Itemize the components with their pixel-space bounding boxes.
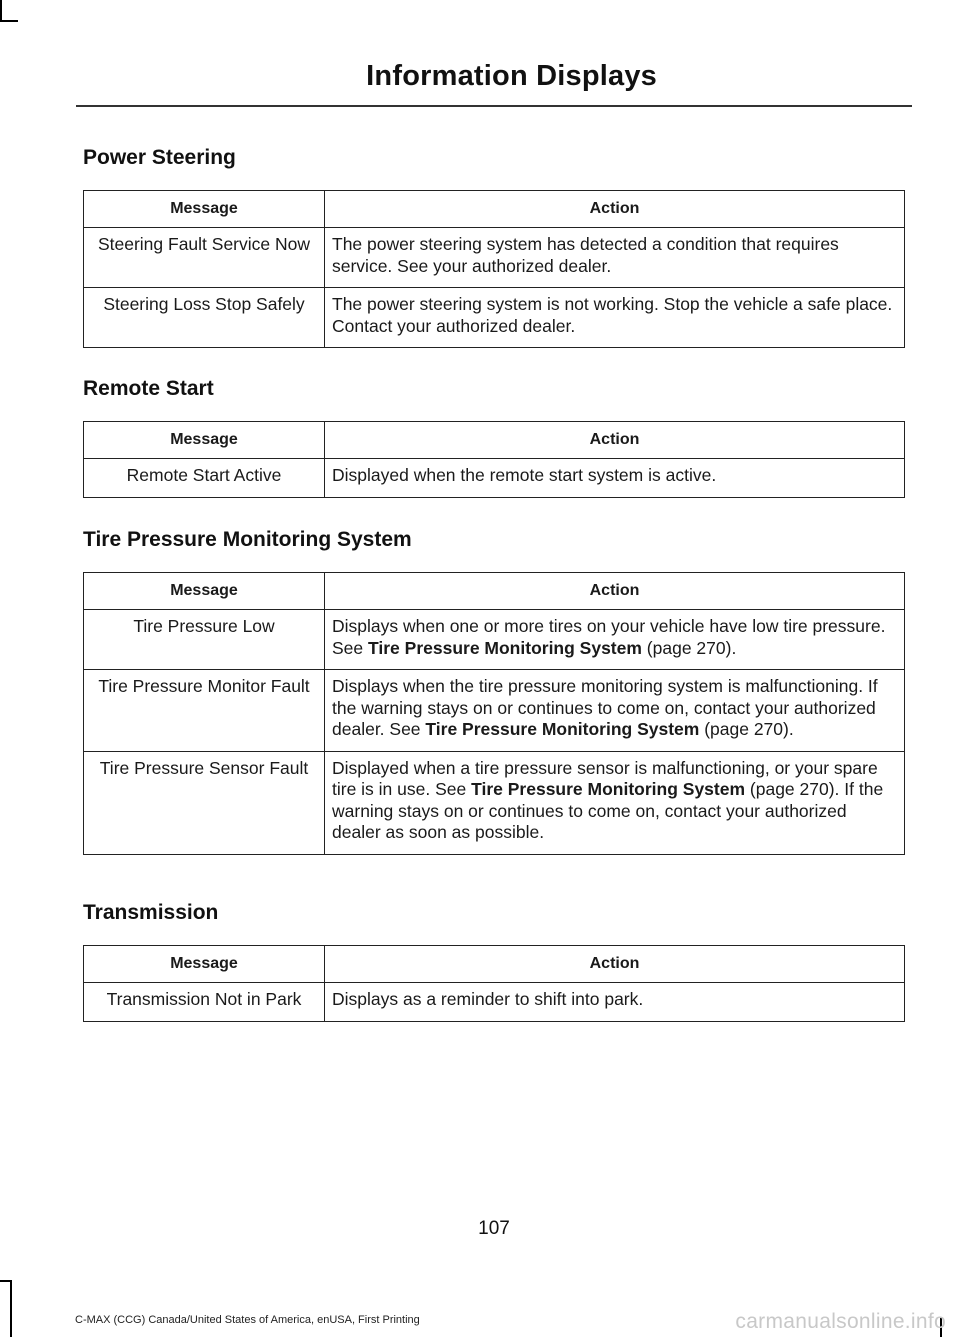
cross-reference-link[interactable]: Tire Pressure Monitoring System xyxy=(368,637,642,658)
message-cell: Tire Pressure Monitor Fault xyxy=(84,670,325,752)
table-row xyxy=(84,983,905,1022)
action-text: Displayed when a tire pressure sensor is malfunctioning, or your spare tire is in use. See xyxy=(332,757,878,799)
column-header-action: Action xyxy=(325,422,905,459)
crop-mark xyxy=(0,20,18,22)
table-header-row xyxy=(84,573,905,610)
table-row xyxy=(84,610,905,670)
message-cell: Remote Start Active xyxy=(84,459,325,498)
message-cell: Tire Pressure Low xyxy=(84,610,325,670)
remote-start-table xyxy=(83,421,905,498)
action-text: Displays when the tire pressure monitoring system is malfunctioning. If the warning stays on or continues to come on, contact your authorized dealer. See xyxy=(332,676,878,739)
table-row xyxy=(84,459,905,498)
column-header-action: Action xyxy=(325,573,905,610)
action-cell xyxy=(325,751,905,854)
crop-mark xyxy=(0,0,2,20)
tire-pressure-table xyxy=(83,572,905,855)
message-cell: Tire Pressure Sensor Fault xyxy=(84,751,325,854)
action-cell: Displayed when the remote start system is active. xyxy=(325,459,905,498)
table-row xyxy=(84,670,905,752)
watermark: carmanualsonline.info xyxy=(735,1310,946,1333)
power-steering-table xyxy=(83,190,905,348)
header-divider xyxy=(76,105,912,107)
cross-reference-link[interactable]: Tire Pressure Monitoring System xyxy=(471,779,746,799)
message-cell: Steering Fault Service Now xyxy=(84,228,325,288)
column-header-action: Action xyxy=(325,191,905,228)
page-number: 107 xyxy=(478,1218,510,1239)
action-text-continued: (page 270). If the warning stays on or continues to come on, contact your authorized dealer as soon as possible. xyxy=(332,779,884,842)
section-heading-tire-pressure: Tire Pressure Monitoring System xyxy=(83,528,412,551)
column-header-message: Message xyxy=(84,191,325,228)
column-header-message: Message xyxy=(84,573,325,610)
action-cell: The power steering system is not working. Stop the vehicle a safe place. Contact your authorized dealer. xyxy=(325,288,905,348)
column-header-action: Action xyxy=(325,946,905,983)
crop-mark xyxy=(0,1280,12,1282)
action-cell xyxy=(325,670,905,752)
publication-info: C-MAX (CCG) Canada/United States of America, enUSA, First Printing xyxy=(75,1314,420,1326)
action-text: Displays when one or more tires on your vehicle have low tire pressure. See xyxy=(332,616,886,658)
column-header-message: Message xyxy=(84,422,325,459)
page-reference: (page 270). xyxy=(641,637,737,658)
page-title: Information Displays xyxy=(366,60,657,92)
table-row xyxy=(84,288,905,348)
action-cell xyxy=(325,610,905,670)
crop-mark xyxy=(10,1280,12,1337)
table-header-row xyxy=(84,191,905,228)
table-header-row xyxy=(84,422,905,459)
transmission-table xyxy=(83,945,905,1022)
page-reference: (page 270). xyxy=(699,719,794,739)
section-heading-remote-start: Remote Start xyxy=(83,377,214,400)
action-cell: Displays as a reminder to shift into park. xyxy=(325,983,905,1022)
table-row xyxy=(84,228,905,288)
section-heading-power-steering: Power Steering xyxy=(83,146,236,169)
table-header-row xyxy=(84,946,905,983)
message-cell: Transmission Not in Park xyxy=(84,983,325,1022)
table-row xyxy=(84,751,905,854)
message-cell: Steering Loss Stop Safely xyxy=(84,288,325,348)
column-header-message: Message xyxy=(84,946,325,983)
cross-reference-link[interactable]: Tire Pressure Monitoring System xyxy=(425,719,700,739)
action-cell: The power steering system has detected a condition that requires service. See your authorized dealer. xyxy=(325,228,905,288)
section-heading-transmission: Transmission xyxy=(83,901,219,924)
